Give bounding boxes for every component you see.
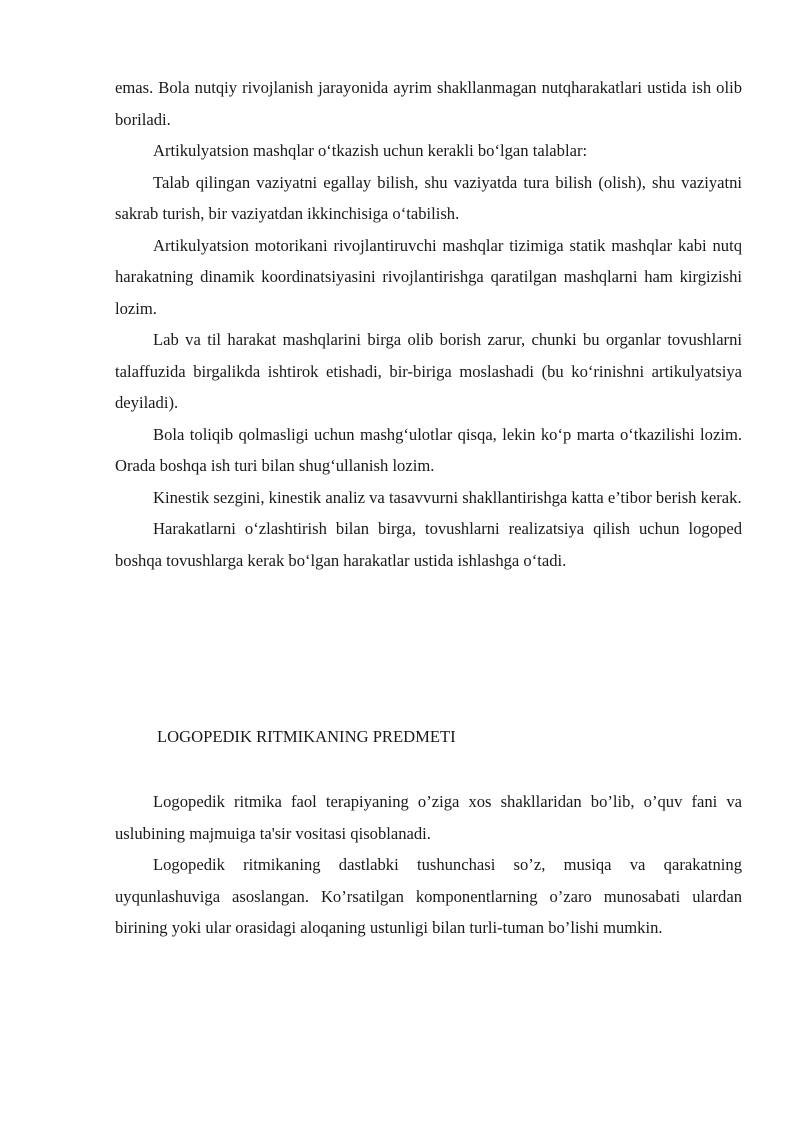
section-1-text	[115, 72, 742, 576]
section-heading: LOGOPEDIK RITMIKANING PREDMETI	[157, 727, 456, 746]
paragraph: Talab qilingan vaziyatni egallay bilish, shu vaziyatda tura bilish (olish), shu vaziyatni sakrab turish, bir vaziyatdan ikkinchisiga o‘tabilish.	[115, 172, 742, 223]
section-2-text	[115, 786, 742, 944]
paragraph-continuation: emas. Bola nutqiy rivojlanish jarayonida ayrim shakllanmagan nutqharakatlari ustida ish olib boriladi.	[115, 78, 742, 129]
paragraph: Harakatlarni o‘zlashtirish bilan birga, tovushlarni realizatsiya qilish uchun logoped boshqa tovushlarga kerak bo‘lgan harakatlar ustida ishlashga o‘tadi.	[115, 519, 742, 570]
paragraph: Lab va til harakat mashqlarini birga olib borish zarur, chunki bu organlar tovushlarni talaffuzida birgalikda ishtirok etishadi, bir-biriga moslashadi (bu ko‘rinishni artikulyatsiya deyiladi).	[115, 330, 742, 412]
paragraph: Bola toliqib qolmasligi uchun mashg‘ulotlar qisqa, lekin ko‘p marta o‘tkazilishi lozim. Orada boshqa ish turi bilan shug‘ullanish lozim.	[115, 424, 742, 475]
paragraph: Logopedik ritmika faol terapiyaning o’ziga xos shakllaridan bo’lib, o’quv fani va uslubining majmuiga ta'sir vositasi qisoblanadi.	[115, 792, 742, 843]
paragraph: Artikulyatsion mashqlar o‘tkazish uchun kerakli bo‘lgan talablar:	[153, 141, 588, 160]
paragraph: Kinestik sezgini, kinestik analiz va tasavvurni shakllantirishga katta e’tibor berish kerak.	[153, 487, 742, 507]
paragraph: Logopedik ritmikaning dastlabki tushunchasi so’z, musiqa va qarakatning uyqunlashuviga asoslangan. Ko’rsatilgan komponentlarning o’zaro munosabati ulardan birining yoki ular orasidagi aloqaning ustunligi bilan turli-tuman bo’lishi mumkin.	[115, 855, 742, 937]
paragraph: Artikulyatsion motorikani rivojlantiruvchi mashqlar tizimiga statik mashqlar kabi nutq harakatning dinamik koordinatsiyasini rivojlantirishga qaratilgan mashqlarni ham kirgizishi lozim.	[115, 235, 742, 318]
